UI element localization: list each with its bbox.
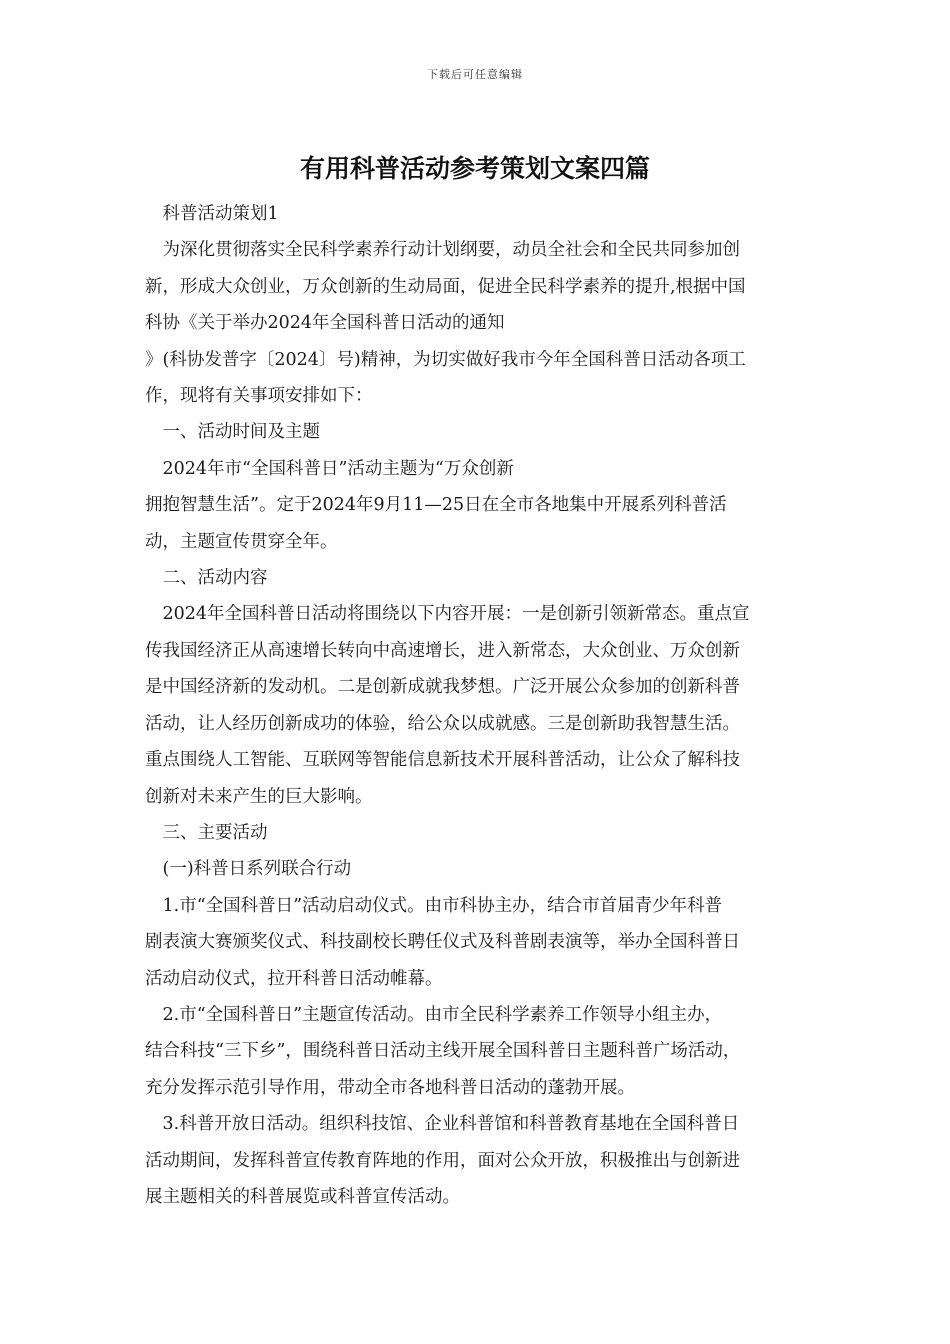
paragraph-heading-time-theme: 一、活动时间及主题	[145, 422, 320, 443]
paragraph-heading-content: 二、活动内容	[145, 568, 268, 589]
paragraph-item-3: 3.科普开放日活动。组织科技馆、企业科普馆和科普教育基地在全国科普日 活动期间，发挥科普宣传教育阵地的作用，面对公众开放，积极推出与创新进 展主题相关的科普展览或科普宣传活动。	[145, 1114, 740, 1207]
paragraph-subheading-joint-action: (一)科普日系列联合行动	[145, 859, 352, 880]
document-body	[145, 196, 817, 1215]
paragraph-section-heading: 科普活动策划1	[145, 204, 279, 224]
paragraph-heading-main-activities: 三、主要活动	[145, 822, 268, 843]
paragraph-intro: 为深化贯彻落实全民科学素养行动计划纲要，动员全社会和全民共同参加创 新，形成大众创业，万众创新的生动局面，促进全民科学素养的提升,根据中国 科协《关于举办2024年全国科普日活动的通知 》(科协发普字〔2024〕号)精神，为切实做好我市今年全国科普日活动各项工 作，现将有关事项安排如下：	[145, 240, 746, 407]
paragraph-item-1: 1.市“全国科普日”活动启动仪式。由市科协主办，结合市首届青少年科普 剧表演大赛颁奖仪式、科技副校长聘任仪式及科普剧表演等，举办全国科普日 活动启动仪式，拉开科普日活动帷幕。	[145, 895, 740, 989]
header-note: 下载后可任意编辑	[427, 68, 523, 81]
document-title: 有用科普活动参考策划文案四篇	[299, 154, 650, 183]
paragraph-time-theme: 2024年市“全国科普日”活动主题为“万众创新 拥抱智慧生活”。定于2024年9月11—25日在全市各地集中开展系列科普活 动，主题宣传贯穿全年。	[145, 458, 727, 552]
paragraph-content: 2024年全国科普日活动将围绕以下内容开展：一是创新引领新常态。重点宣 传我国经济正从高速增长转向中高速增长，进入新常态，大众创业、万众创新 是中国经济新的发动机。二是创新成就我梦想。广泛开展公众参加的创新科普 活动，让人经历创新成功的体验，给公众以成就感。三是创新助我智慧生活。 重点围绕人工智能、互联网等智能信息新技术开展科普活动，让公众了解科技 创新对未来产生的巨大影响。	[145, 604, 750, 807]
paragraph-item-2: 2.市“全国科普日”主题宣传活动。由市全民科学素养工作领导小组主办， 结合科技“三下乡”，围绕科普日活动主线开展全国科普日主题科普广场活动， 充分发挥示范引导作用，带动全市各地科普日活动的蓬勃开展。	[145, 1004, 741, 1098]
